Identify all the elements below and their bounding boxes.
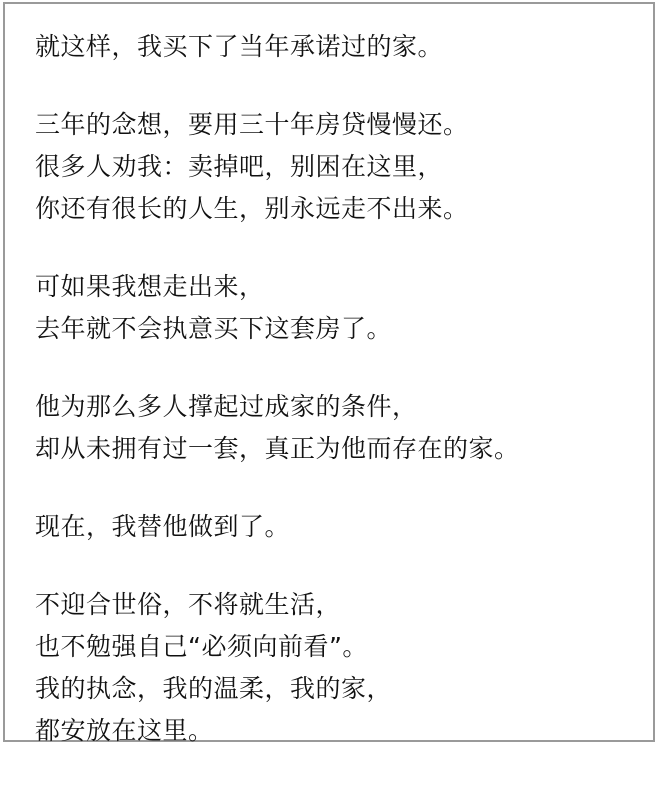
stanza-2 [35, 104, 633, 230]
text-line: 不迎合世俗，不将就生活， [35, 590, 342, 619]
text-line: 却从未拥有过一套，真正为他而存在的家。 [35, 434, 520, 463]
stanza-5 [35, 506, 633, 548]
stanza-1 [35, 26, 633, 68]
text-line: 现在，我替他做到了。 [35, 512, 291, 541]
text-line: 可如果我想走出来， [35, 272, 265, 301]
text-line: 很多人劝我：卖掉吧，别困在这里， [35, 152, 444, 181]
text-line: 也不勉强自己“必须向前看”。 [35, 632, 368, 661]
text-line: 去年就不会执意买下这套房了。 [35, 314, 393, 343]
text-line: 都安放在这里。 [35, 716, 214, 745]
stanza-4 [35, 386, 633, 470]
stanza-6 [35, 584, 633, 752]
text-body [35, 26, 633, 788]
text-line: 他为那么多人撑起过成家的条件， [35, 392, 418, 421]
stanza-3 [35, 266, 633, 350]
text-line: 你还有很长的人生，别永远走不出来。 [35, 194, 469, 223]
text-line: 就这样，我买下了当年承诺过的家。 [35, 32, 444, 61]
text-line: 我的执念，我的温柔，我的家， [35, 674, 393, 703]
text-line: 三年的念想，要用三十年房贷慢慢还。 [35, 110, 469, 139]
text-frame [3, 2, 655, 745]
